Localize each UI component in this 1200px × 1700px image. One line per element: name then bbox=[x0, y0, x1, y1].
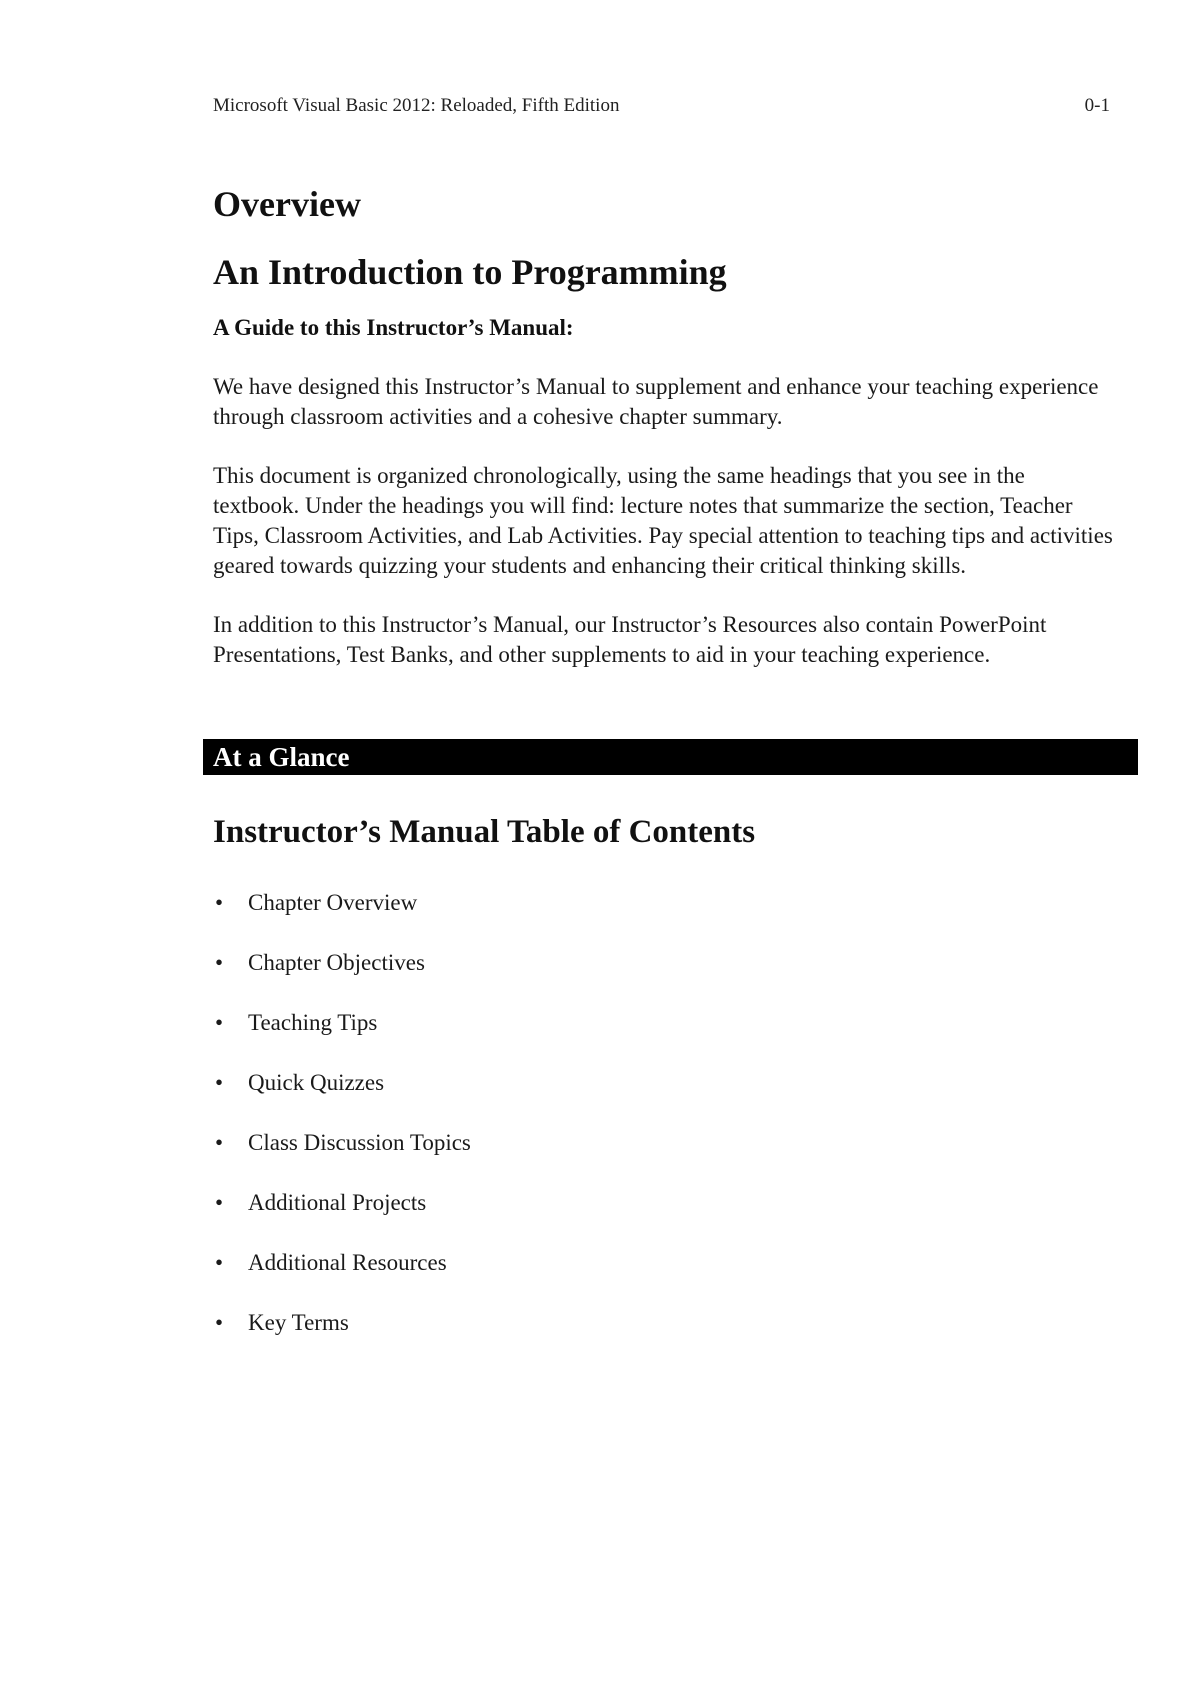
at-a-glance-banner bbox=[203, 739, 1138, 775]
bullet-icon: • bbox=[214, 890, 224, 915]
bullet-icon: • bbox=[214, 1250, 224, 1275]
toc-item-label: Teaching Tips bbox=[248, 1010, 378, 1035]
bullet-icon: • bbox=[214, 1310, 224, 1335]
bullet-icon: • bbox=[214, 950, 224, 975]
bullet-icon: • bbox=[214, 1010, 224, 1035]
page-number: 0-1 bbox=[1084, 95, 1110, 116]
toc-item-label: Chapter Objectives bbox=[248, 950, 425, 975]
intro-paragraph-2: This document is organized chronologically, using the same headings that you see in the textbook. Under the headings you will find: lecture notes that summarize the section, Teacher Tips, Classroom Activities, and Lab Activities. Pay special attention to teaching tips and activities geared towards quizzing your students and enhancing their critical thinking skills. bbox=[213, 463, 1113, 578]
toc-item-label: Quick Quizzes bbox=[248, 1070, 385, 1095]
toc-item-label: Additional Resources bbox=[248, 1250, 447, 1275]
intro-paragraph-1: We have designed this Instructor’s Manual to supplement and enhance your teaching experience through classroom activities and a cohesive chapter summary. bbox=[213, 374, 1099, 429]
toc-item-label: Additional Projects bbox=[248, 1190, 427, 1215]
intro-paragraph-3: In addition to this Instructor’s Manual, our Instructor’s Resources also contain PowerPoint Presentations, Test Banks, and other supplements to aid in your teaching experience. bbox=[213, 612, 1047, 667]
toc-item-label: Class Discussion Topics bbox=[248, 1130, 471, 1155]
guide-heading: A Guide to this Instructor’s Manual: bbox=[213, 315, 574, 340]
chapter-title: An Introduction to Programming bbox=[213, 252, 727, 292]
at-a-glance-title: At a Glance bbox=[213, 742, 350, 772]
toc-item-label: Key Terms bbox=[248, 1310, 349, 1335]
toc-title: Instructor’s Manual Table of Contents bbox=[213, 814, 756, 850]
bullet-icon: • bbox=[214, 1070, 224, 1095]
bullet-icon: • bbox=[214, 1130, 224, 1155]
running-header-title: Microsoft Visual Basic 2012: Reloaded, Fifth Edition bbox=[213, 95, 620, 116]
overview-title: Overview bbox=[213, 184, 361, 224]
bullet-icon: • bbox=[214, 1190, 224, 1215]
overview-section bbox=[213, 182, 1113, 699]
toc-item-label: Chapter Overview bbox=[248, 890, 418, 915]
